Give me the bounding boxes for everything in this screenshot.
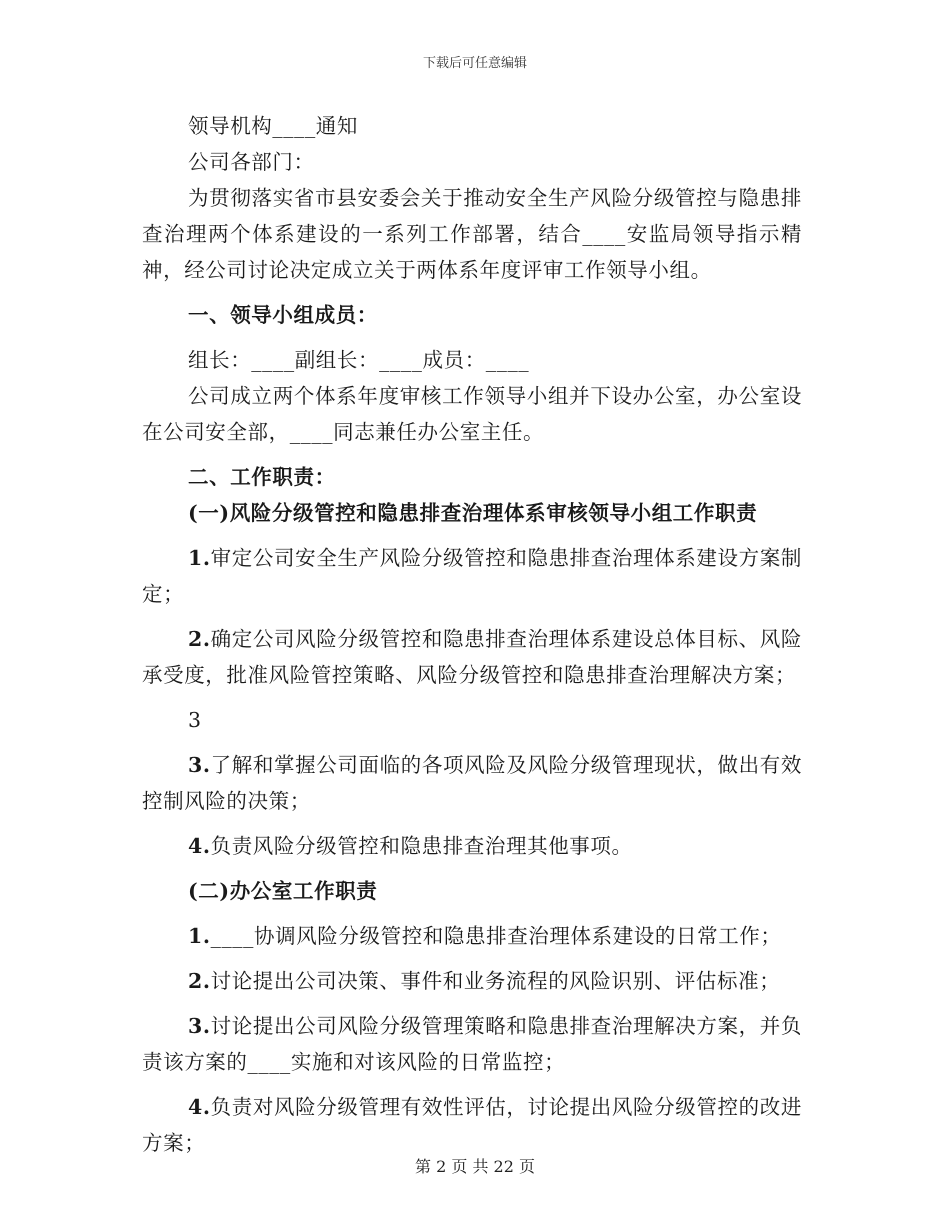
list-item: [142, 828, 802, 864]
item-text: 讨论提出公司决策、事件和业务流程的风险识别、评估标准；: [210, 969, 781, 993]
subsection-heading-office: (二)办公室工作职责: [188, 879, 378, 903]
intro-paragraph: 为贯彻落实省市县安委会关于推动安全生产风险分级管控与隐患排查治理两个体系建设的一系列工作部署，结合____安监局领导指示精神，经公司讨论决定成立关于两体系年度评审工作领导小组。: [142, 186, 802, 282]
list-item: [142, 963, 802, 999]
item-text: 确定公司风险分级管控和隐患排查治理体系建设总体目标、风险承受度，批准风险管控策略、风险分级管控和隐患排查治理解决方案；: [142, 627, 802, 687]
office-paragraph: 公司成立两个体系年度审核工作领导小组并下设办公室，办公室设在公司安全部，____同志兼任办公室主任。: [142, 384, 802, 444]
item-number: 4.: [188, 1095, 211, 1119]
section-heading-duties: 二、工作职责：: [188, 465, 336, 489]
list-item: [142, 1089, 802, 1161]
item-text: 了解和掌握公司面临的各项风险及风险分级管理现状，做出有效控制风险的决策；: [142, 753, 802, 813]
salutation: 公司各部门：: [188, 150, 315, 174]
list-item: [142, 918, 802, 954]
list-item: [142, 747, 802, 819]
item-number: 3.: [188, 753, 211, 777]
item-text: ____协调风险分级管控和隐患排查治理体系建设的日常工作；: [210, 924, 782, 948]
members-line: 组长：____副组长：____成员：____: [188, 348, 530, 372]
item-number: 2.: [188, 969, 211, 993]
list-item: [142, 540, 802, 612]
section-heading-members: 一、领导小组成员：: [188, 303, 378, 327]
list-item: [142, 621, 802, 693]
page-marker: 3: [188, 708, 202, 732]
item-text: 负责对风险分级管理有效性评估，讨论提出风险分级管控的改进方案；: [142, 1095, 802, 1155]
item-number: 3.: [188, 1014, 211, 1038]
page-footer: 第 2 页 共 22 页: [415, 1157, 535, 1176]
item-text: 讨论提出公司风险分级管理策略和隐患排查治理解决方案，并负责该方案的____实施和对该风险的日常监控；: [142, 1014, 802, 1074]
item-number: 1.: [188, 546, 211, 570]
item-number: 1.: [188, 924, 211, 948]
list-item: [142, 1008, 802, 1080]
item-number: 2.: [188, 627, 211, 651]
notice-title: 领导机构____通知: [188, 114, 358, 138]
page-header: 下载后可任意编辑: [422, 56, 527, 71]
item-text: 负责风险分级管控和隐患排查治理其他事项。: [210, 834, 633, 858]
item-text: 审定公司安全生产风险分级管控和隐患排查治理体系建设方案制定；: [142, 546, 802, 606]
item-number: 4.: [188, 834, 211, 858]
subsection-heading-leadership: (一)风险分级管控和隐患排查治理体系审核领导小组工作职责: [188, 501, 758, 525]
document-body: [142, 108, 802, 1161]
